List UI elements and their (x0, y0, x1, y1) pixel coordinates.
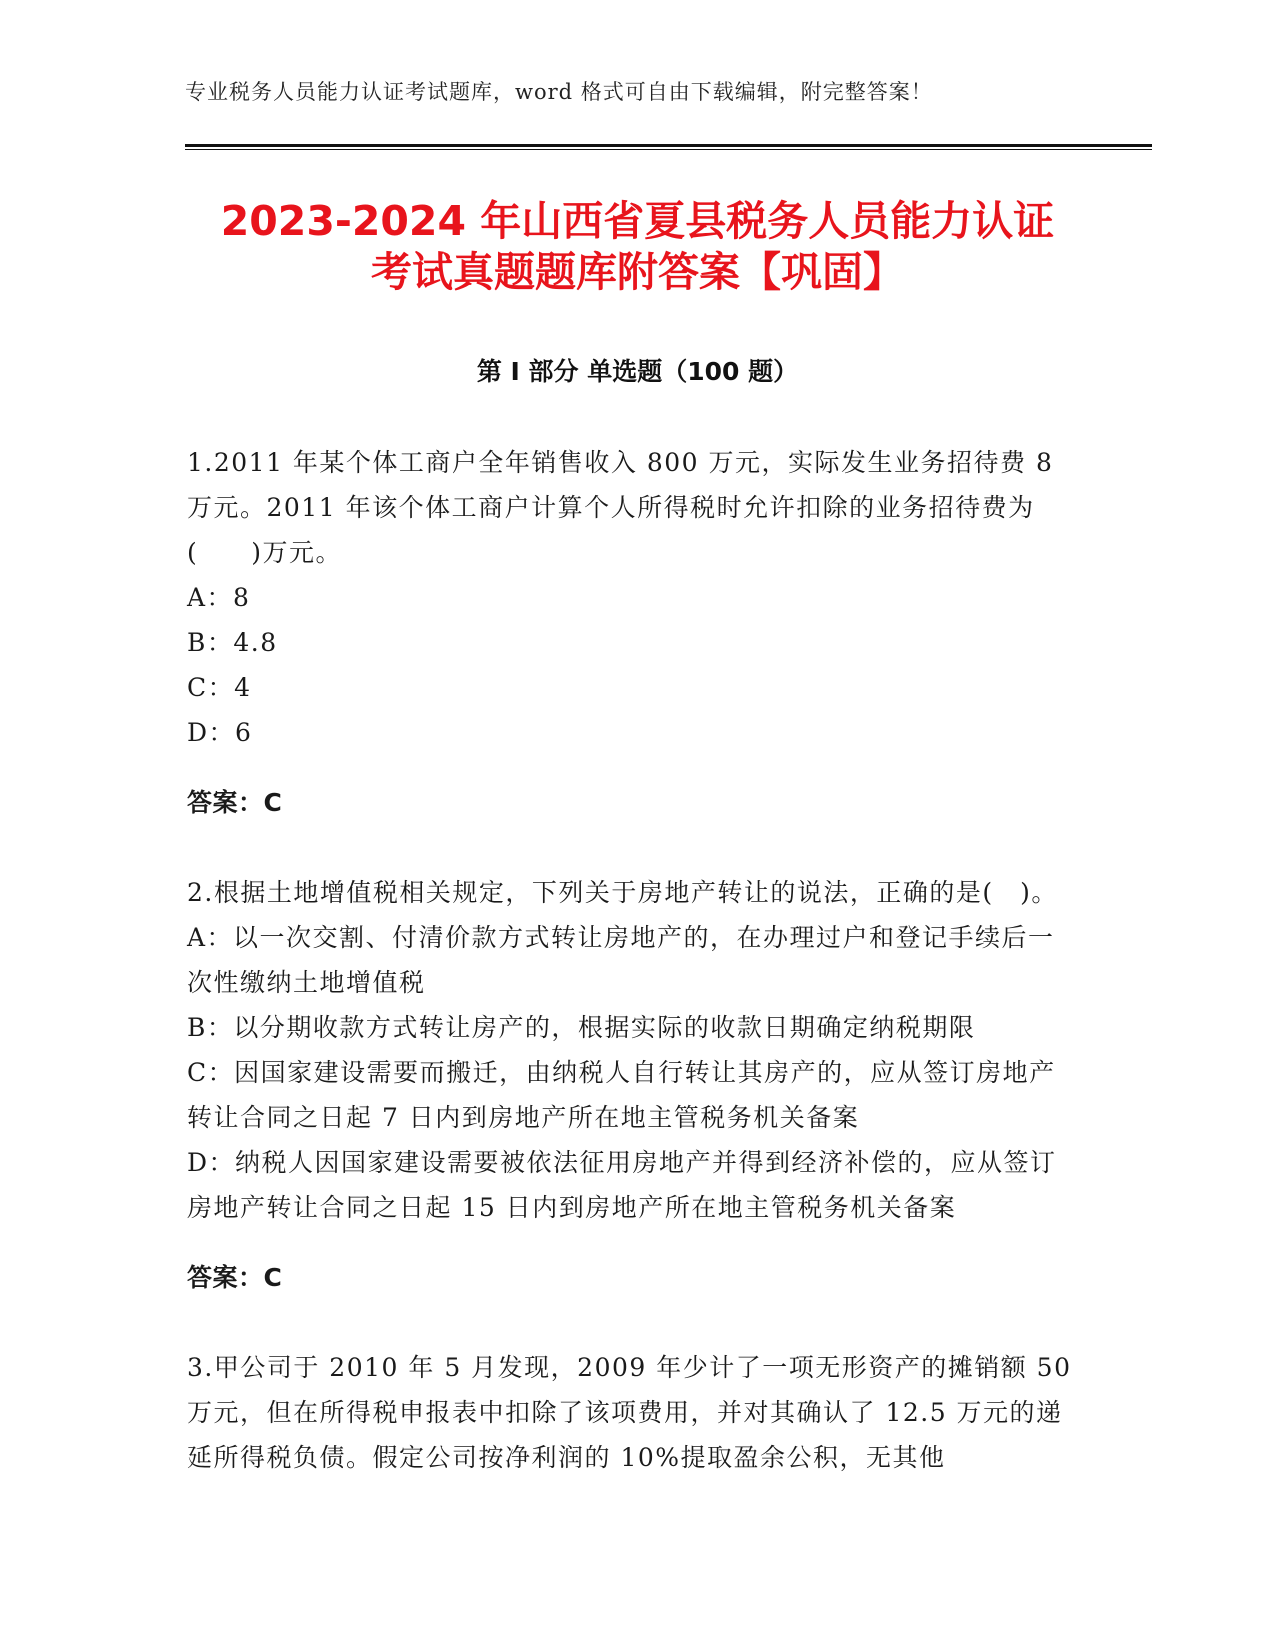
option-d: D：6 (187, 718, 253, 747)
header-divider-thin (185, 149, 1152, 150)
document-title (150, 196, 1125, 298)
question-1 (187, 440, 1077, 825)
question-2 (187, 870, 1077, 1300)
question-stem: 3.甲公司于 2010 年 5 月发现，2009 年少计了一项无形资产的摊销额 50 万元，但在所得税申报表中扣除了该项费用，并对其确认了 12.5 万元的递延所得税负债。假定公司按净利润的 10%提取盈余公积，无其他 (187, 1353, 1072, 1472)
header-divider-thick (185, 144, 1152, 147)
header-note: 专业税务人员能力认证考试题库，word 格式可自由下载编辑，附完整答案！ (185, 80, 933, 104)
option-b: B：以分期收款方式转让房产的，根据实际的收款日期确定纳税期限 (187, 1013, 976, 1042)
question-list (187, 440, 1077, 1525)
question-3 (187, 1345, 1077, 1480)
option-c: C：因国家建设需要而搬迁，由纳税人自行转让其房产的，应从签订房地产转让合同之日起 7 日内到房地产所在地主管税务机关备案 (187, 1058, 1056, 1132)
section-heading: 第 I 部分 单选题（100 题） (476, 357, 799, 386)
option-d: D：纳税人因国家建设需要被依法征用房地产并得到经济补偿的，应从签订房地产转让合同之日起 15 日内到房地产所在地主管税务机关备案 (187, 1148, 1057, 1222)
option-a: A：以一次交割、付清价款方式转让房地产的，在办理过户和登记手续后一次性缴纳土地增值税 (187, 923, 1055, 997)
option-c: C：4 (187, 673, 252, 702)
title-line-2: 考试真题题库附答案【巩固】 (371, 248, 904, 296)
question-stem: 2.根据土地增值税相关规定，下列关于房地产转让的说法，正确的是( )。 (187, 878, 1058, 907)
title-line-1: 2023-2024 年山西省夏县税务人员能力认证 (220, 197, 1055, 245)
option-b: B：4.8 (187, 628, 278, 657)
option-a: A：8 (187, 583, 251, 612)
question-stem: 1.2011 年某个体工商户全年销售收入 800 万元，实际发生业务招待费 8 万元。2011 年该个体工商户计算个人所得税时允许扣除的业务招待费为( )万元。 (187, 448, 1054, 567)
answer: 答案：C (187, 788, 283, 817)
answer: 答案：C (187, 1263, 283, 1292)
